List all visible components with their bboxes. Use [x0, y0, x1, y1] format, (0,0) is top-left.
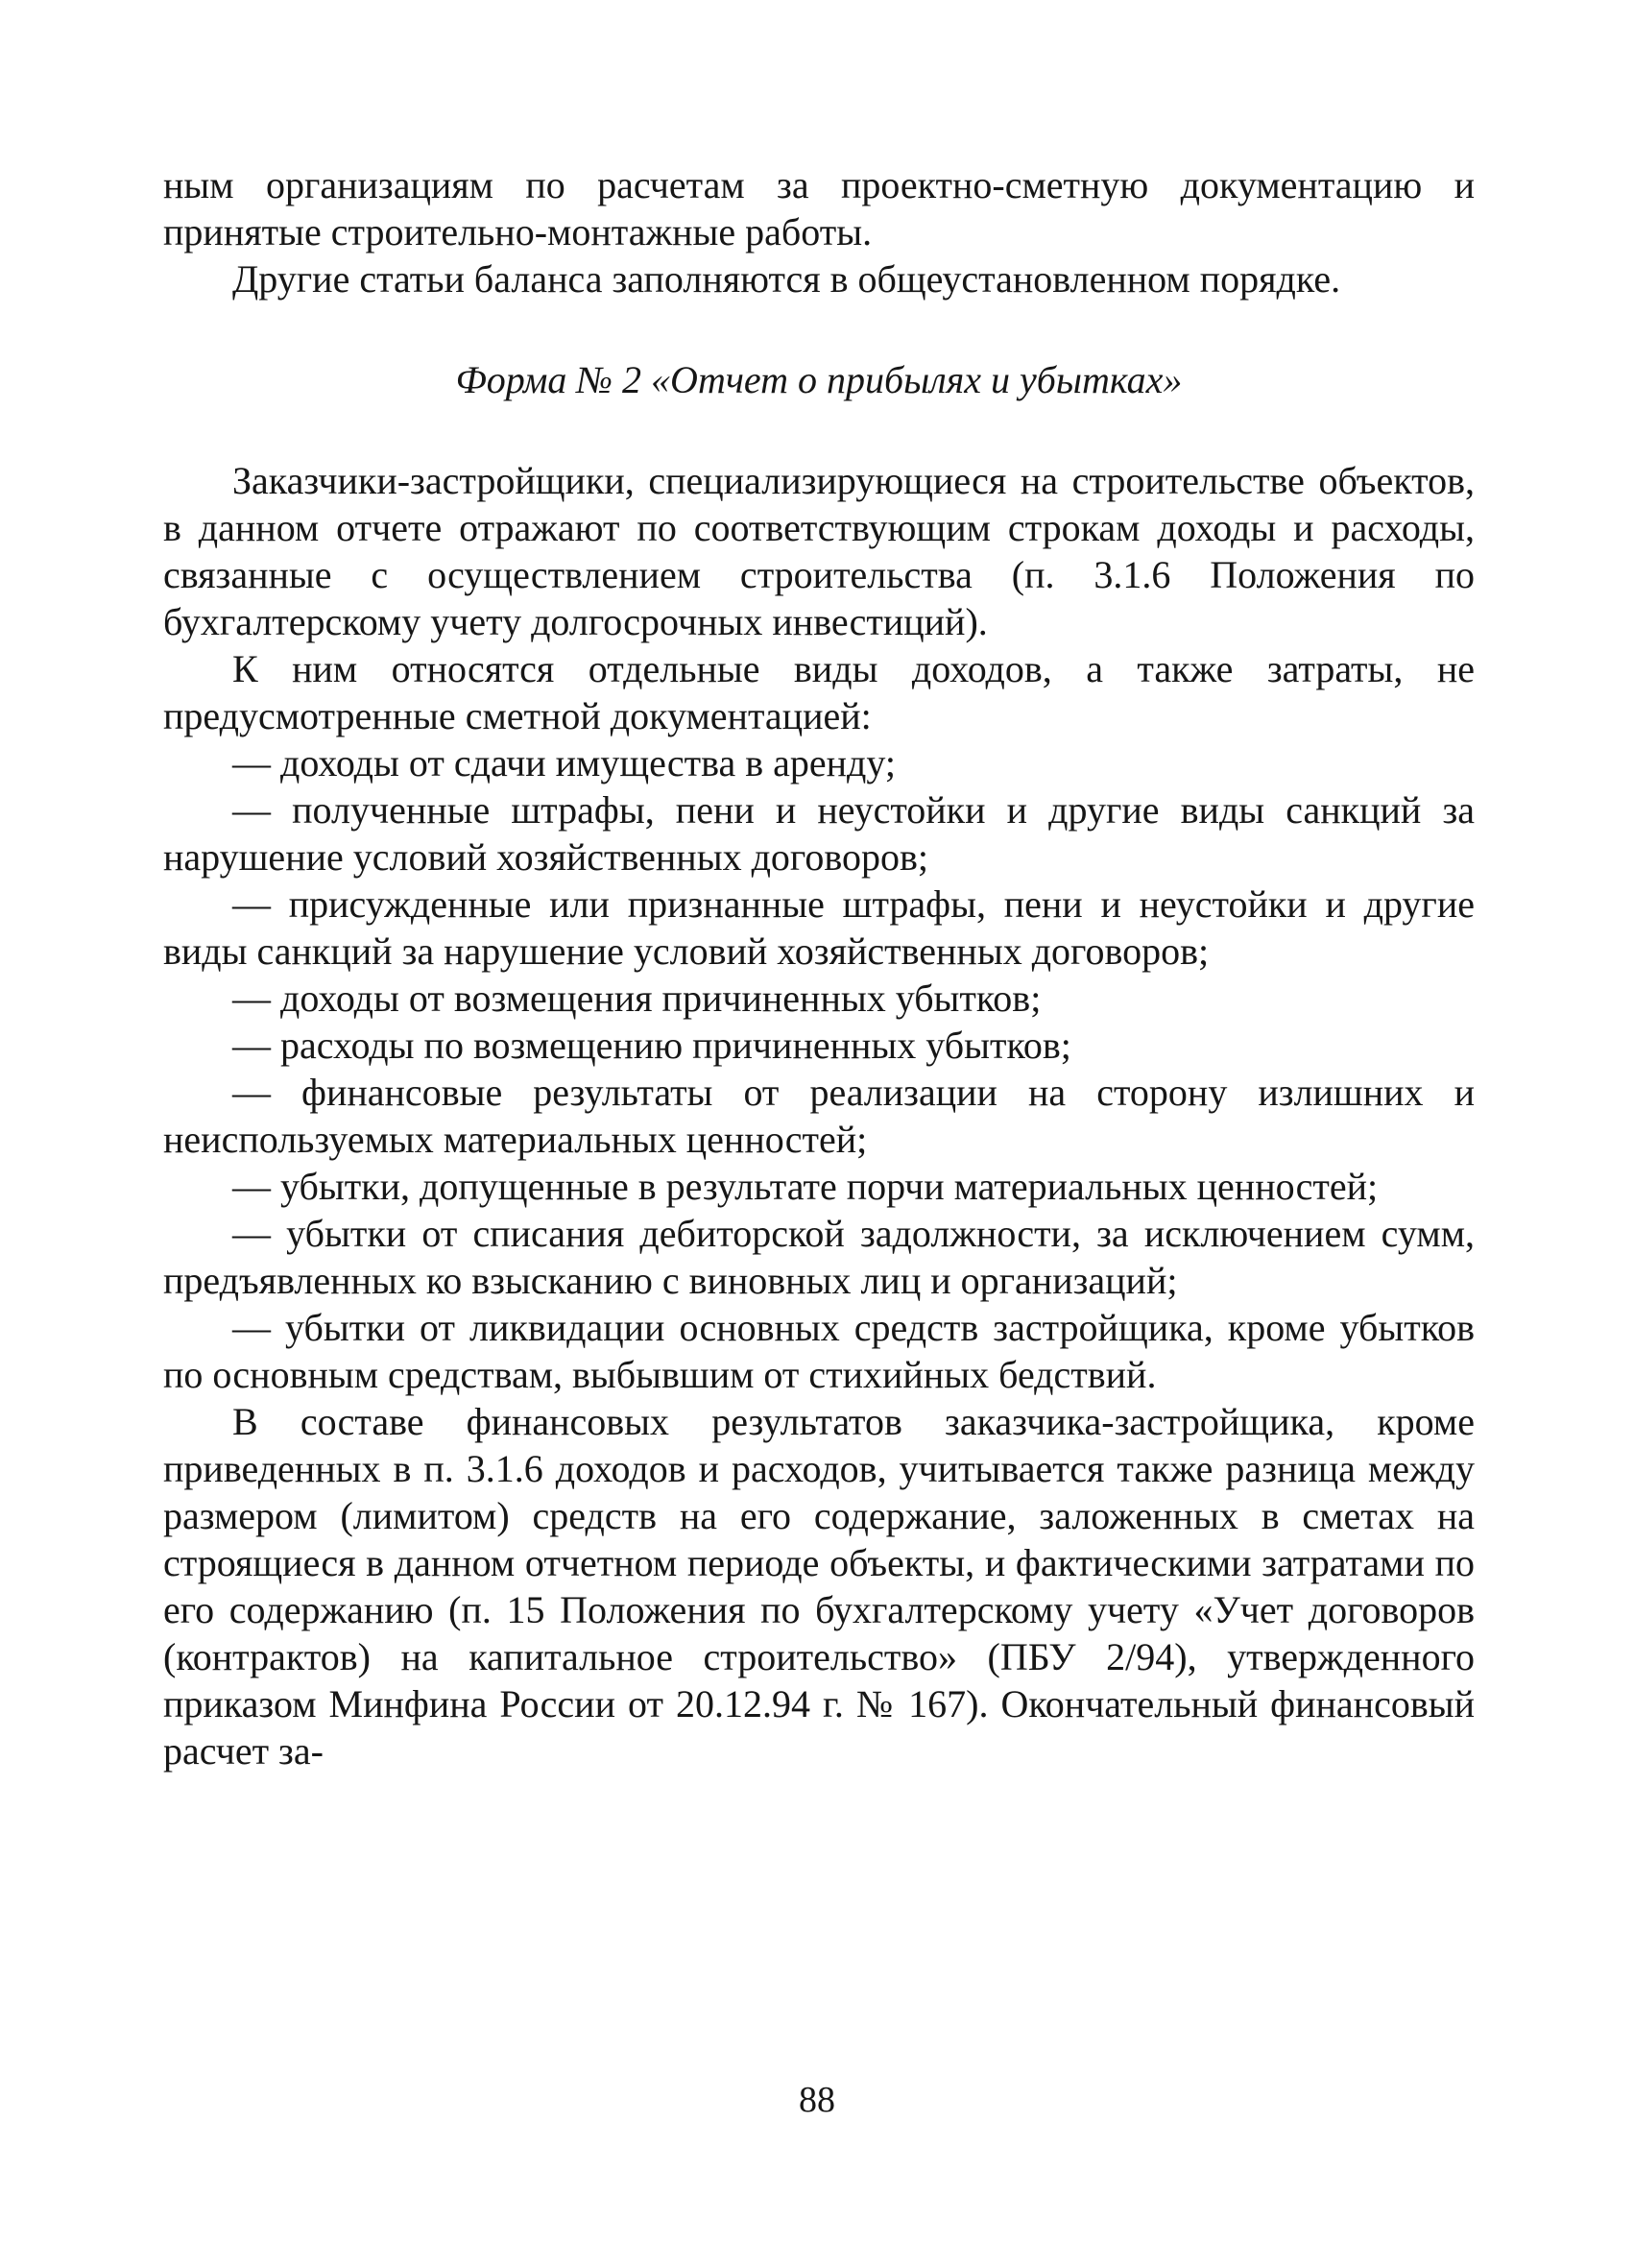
final-paragraph: В составе финансовых результатов заказчика-застройщика, кроме приведенных в п. 3.1.6 доходов и расходов, учитывается также разница между размером (лимитом) средств на его содержание, заложенных в сметах на строящиеся в данном отчетном периоде объекты, и фактическими затратами по его содержанию (п. 15 Положения по бухгалтерскому учету «Учет договоров (контрактов) на капитальное строительство» (ПБУ 2/94), утвержденного приказом Минфина России от 20.12.94 г. № 167). Окончательный финансовый расчет за-: [163, 1400, 1475, 1773]
list-item: — убытки, допущенные в результате порчи материальных ценностей;: [232, 1165, 1379, 1208]
list-item: — доходы от сдачи имущества в аренду;: [232, 741, 896, 784]
intro-paragraph-continuation: ным организациям по расчетам за проектно-сметную документацию и принятые строительно-монтажные работы.: [163, 163, 1475, 253]
list-item: — убытки от ликвидации основных средств застройщика, кроме убытков по основным средствам, выбывшим от стихийных бедствий.: [163, 1306, 1475, 1396]
section-heading: Форма № 2 «Отчет о прибылях и убытках»: [455, 358, 1183, 401]
page-number: 88: [799, 2080, 835, 2120]
intro-paragraph: Другие статьи баланса заполняются в общеустановленном порядке.: [232, 257, 1341, 301]
list-item: — убытки от списания дебиторской задолжности, за исключением сумм, предъявленных ко взысканию с виновных лиц и организаций;: [163, 1212, 1475, 1302]
list-item: — присужденные или признанные штрафы, пени и неустойки и другие виды санкций за нарушение условий хозяйственных договоров;: [163, 882, 1475, 973]
list-item: — полученные штрафы, пени и неустойки и другие виды санкций за нарушение условий хозяйственных договоров;: [163, 788, 1475, 879]
list-item: — финансовые результаты от реализации на сторону излишних и неиспользуемых материальных ценностей;: [163, 1071, 1475, 1161]
list-item: — доходы от возмещения причиненных убытков;: [232, 977, 1042, 1020]
body-paragraph: Заказчики-застройщики, специализирующиеся на строительстве объектов, в данном отчете отражают по соответствующим строкам доходы и расходы, связанные с осуществлением строительства (п. 3.1.6 Положения по бухгалтерскому учету долгосрочных инвестиций).: [163, 459, 1475, 643]
list-item: — расходы по возмещению причиненных убытков;: [232, 1024, 1071, 1067]
page-body: [163, 161, 1475, 1774]
body-paragraph: К ним относятся отдельные виды доходов, а также затраты, не предусмотренные сметной документацией:: [163, 647, 1475, 737]
